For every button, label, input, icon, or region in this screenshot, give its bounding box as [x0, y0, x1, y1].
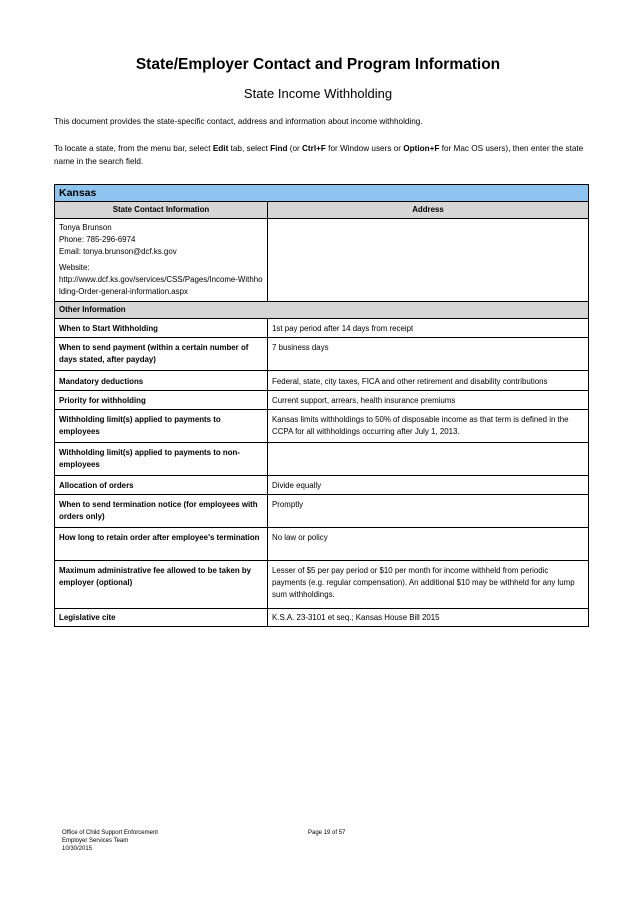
footer-date: 10/30/2015 [62, 846, 93, 852]
footer-office: Office of Child Support Enforcement [62, 830, 158, 836]
edit-keyword: Edit [212, 144, 229, 153]
row-value: No law or policy [268, 528, 589, 561]
address-column-header: Address [268, 202, 589, 219]
contact-row [55, 219, 589, 302]
other-info-header: Other Information [55, 302, 589, 319]
row-value: Divide equally [268, 476, 589, 495]
table-row [55, 410, 589, 443]
row-label: When to Start Withholding [55, 319, 268, 338]
instructions-text: To locate a state, from the menu bar, select [54, 144, 213, 153]
row-value: Promptly [268, 495, 589, 528]
footer-team: Employer Services Team [62, 838, 129, 844]
table-row [55, 476, 589, 495]
state-header-row [55, 185, 589, 202]
state-info-table [54, 184, 589, 627]
instructions-text: (or [287, 144, 303, 153]
row-value: Lesser of $5 per pay period or $10 per month for income withheld from periodic payments (e.g. regular compensation). An additional $10 may be withheld for any lump sum withholdings. [268, 561, 589, 609]
row-value: 7 business days [268, 338, 589, 371]
row-value [268, 443, 589, 476]
row-value: Kansas limits withholdings to 50% of disposable income as that term is defined in the CCPA for all withholdings occurring after July 1, 2013. [268, 410, 589, 443]
row-value: K.S.A. 23-3101 et seq.; Kansas House Bill 2015 [268, 609, 589, 627]
page-subtitle: State Income Withholding [243, 86, 393, 101]
row-label: Withholding limit(s) applied to payments to non-employees [55, 443, 268, 476]
column-header-row [55, 202, 589, 219]
page-title: State/Employer Contact and Program Information [135, 56, 501, 73]
instructions-paragraph [54, 143, 586, 168]
contact-email: Email: tonya.brunson@dcf.ks.gov [59, 247, 177, 256]
row-label: Legislative cite [55, 609, 268, 627]
footer-office-block [62, 829, 158, 853]
contact-name: Tonya Brunson [59, 223, 112, 232]
table-row [55, 371, 589, 391]
table-row [55, 391, 589, 410]
row-label: How long to retain order after employee's termination [55, 528, 268, 561]
table-row [55, 561, 589, 609]
instructions-text: for Mac OS users), then enter the state name in the search field. [54, 144, 584, 166]
table-row [55, 495, 589, 528]
row-label: Allocation of orders [55, 476, 268, 495]
intro-paragraph: This document provides the state-specific contact, address and information about income withholding. [54, 117, 423, 126]
row-value: 1st pay period after 14 days from receipt [268, 319, 589, 338]
instructions-text: for Window users or [325, 144, 404, 153]
table-row [55, 609, 589, 627]
address-cell [268, 219, 589, 302]
website-label: Website: [59, 263, 90, 272]
other-info-header-row [55, 302, 589, 319]
row-label: Maximum administrative fee allowed to be taken by employer (optional) [55, 561, 268, 609]
instructions-text: tab, select [228, 144, 271, 153]
row-value: Current support, arrears, health insurance premiums [268, 391, 589, 410]
website-link[interactable]: http://www.dcf.ks.gov/services/CSS/Pages/Income-Withholding-Order-general-information.aspx [59, 275, 263, 296]
contact-column-header: State Contact Information [55, 202, 268, 219]
find-keyword: Find [270, 144, 288, 153]
table-row [55, 443, 589, 476]
row-label: Withholding limit(s) applied to payments to employees [55, 410, 268, 443]
table-row [55, 319, 589, 338]
option-f-keyword: Option+F [403, 144, 440, 153]
ctrl-f-keyword: Ctrl+F [302, 144, 326, 153]
row-label: Priority for withholding [55, 391, 268, 410]
row-value: Federal, state, city taxes, FICA and other retirement and disability contributions [268, 371, 589, 391]
table-row [55, 528, 589, 561]
row-label: When to send termination notice (for employees with orders only) [55, 495, 268, 528]
row-label: When to send payment (within a certain number of days stated, after payday) [55, 338, 268, 371]
state-name: Kansas [55, 185, 589, 202]
table-row [55, 338, 589, 371]
contact-phone: Phone: 785-296-6974 [59, 235, 136, 244]
contact-cell [55, 219, 268, 302]
page-number: Page 19 of 57 [308, 830, 346, 836]
row-label: Mandatory deductions [55, 371, 268, 391]
